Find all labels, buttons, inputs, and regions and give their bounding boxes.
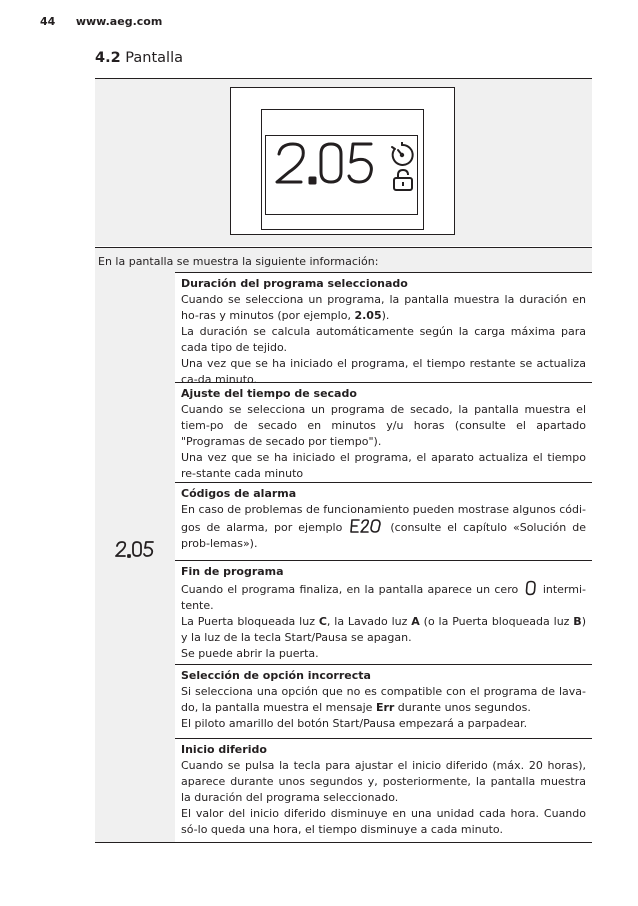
row-text: Cuando se selecciona un programa de secado, la pantalla muestra el tiem-po de secado en minutos y/u horas (consulte el apartado "Programas de secado por tiempo"). bbox=[181, 403, 586, 448]
website: www.aeg.com bbox=[75, 15, 163, 28]
zero-code-icon bbox=[525, 580, 537, 596]
row-title: Códigos de alarma bbox=[181, 487, 297, 500]
table-row bbox=[175, 272, 592, 386]
row-text: Una vez que se ha iniciado el programa, el tiempo restante se actualiza ca-da minuto. bbox=[181, 357, 586, 386]
row-title: Inicio diferido bbox=[181, 743, 267, 756]
section-name: Pantalla bbox=[125, 50, 183, 66]
row-text: Una vez que se ha iniciado el programa, el aparato actualiza el tiempo re-stante cada minuto bbox=[181, 451, 586, 480]
display-column bbox=[95, 272, 175, 842]
table-row bbox=[175, 560, 592, 664]
timer-icon bbox=[389, 142, 415, 168]
error-code-icon bbox=[350, 518, 382, 534]
row-text: El valor del inicio diferido disminuye en una unidad cada hora. Cuando só-lo queda una hora, el tiempo disminuye a cada minuto. bbox=[181, 807, 586, 836]
row-text-part: La Puerta bloqueada luz bbox=[181, 615, 319, 628]
row-text-bold: B bbox=[573, 615, 582, 628]
row-text bbox=[181, 580, 586, 614]
row-text-bold: 2.05 bbox=[354, 309, 382, 322]
row-title: Selección de opción incorrecta bbox=[181, 669, 371, 682]
row-text-part: Cuando se selecciona un programa, la pantalla muestra la duración en ho-ras y minutos (por ejemplo, bbox=[181, 293, 586, 322]
row-text-part: ) y la luz de la tecla Start/Pausa se apagan. bbox=[181, 615, 586, 644]
row-text-part: (consulte el capítulo «Solución de prob-lemas»). bbox=[181, 521, 587, 550]
row-text bbox=[181, 614, 586, 646]
row-text-part: , la Lavado luz bbox=[326, 615, 412, 628]
row-text bbox=[181, 292, 586, 324]
row-text-bold: C bbox=[318, 615, 327, 628]
lcd-frame bbox=[261, 109, 424, 230]
page-number: 44 bbox=[40, 15, 56, 28]
row-title: Fin de programa bbox=[181, 565, 284, 578]
row-text-part: durante unos segundos. bbox=[394, 701, 531, 714]
device-panel bbox=[230, 87, 455, 235]
page-header bbox=[40, 15, 162, 28]
section-number: 4.2 bbox=[95, 50, 121, 66]
display-figure bbox=[95, 78, 592, 246]
row-text: Se puede abrir la puerta. bbox=[181, 647, 319, 660]
row-text-part: Cuando el programa finaliza, en la pantalla aparece un cero bbox=[181, 583, 519, 596]
row-text-part: intermi-tente. bbox=[181, 583, 586, 612]
table-row bbox=[175, 738, 592, 842]
lcd-screen bbox=[265, 135, 418, 215]
row-text: La duración se calcula automáticamente según la carga máxima para cada tipo de tejido. bbox=[181, 325, 586, 354]
row-title: Duración del programa seleccionado bbox=[181, 277, 408, 290]
info-table bbox=[175, 272, 592, 842]
row-text: El piloto amarillo del botón Start/Pausa empezará a parpadear. bbox=[181, 717, 528, 730]
intro-text: En la pantalla se muestra la siguiente información: bbox=[95, 247, 592, 272]
row-text-bold: Err bbox=[375, 701, 395, 714]
row-text bbox=[181, 684, 586, 716]
table-row bbox=[175, 382, 592, 482]
row-text-part: Si selecciona una opción que no es compatible con el programa de lava-do, la pantalla muestra el mensaje bbox=[181, 685, 586, 714]
row-text bbox=[181, 502, 586, 552]
row-text: Cuando se pulsa la tecla para ajustar el inicio diferido (máx. 20 horas), aparece durante unos segundos y, posteriormente, la pantalla muestra la duración del programa seleccionado. bbox=[181, 759, 586, 804]
table-row bbox=[175, 664, 592, 738]
section-title bbox=[95, 50, 183, 66]
row-text-part: ). bbox=[381, 309, 390, 322]
row-text-bold: A bbox=[411, 615, 420, 628]
table-row bbox=[175, 482, 592, 560]
row-text-part: (o la Puerta bloqueada luz bbox=[419, 615, 574, 628]
display-value-icon bbox=[115, 540, 155, 562]
lock-icon bbox=[392, 169, 414, 191]
row-text-part: En caso de problemas de funcionamiento pueden mostrase algunos códi-gos de alarma, por ejemplo bbox=[181, 503, 586, 534]
table-bottom-rule bbox=[95, 842, 592, 843]
lcd-digits bbox=[273, 138, 391, 208]
row-title: Ajuste del tiempo de secado bbox=[181, 387, 357, 400]
